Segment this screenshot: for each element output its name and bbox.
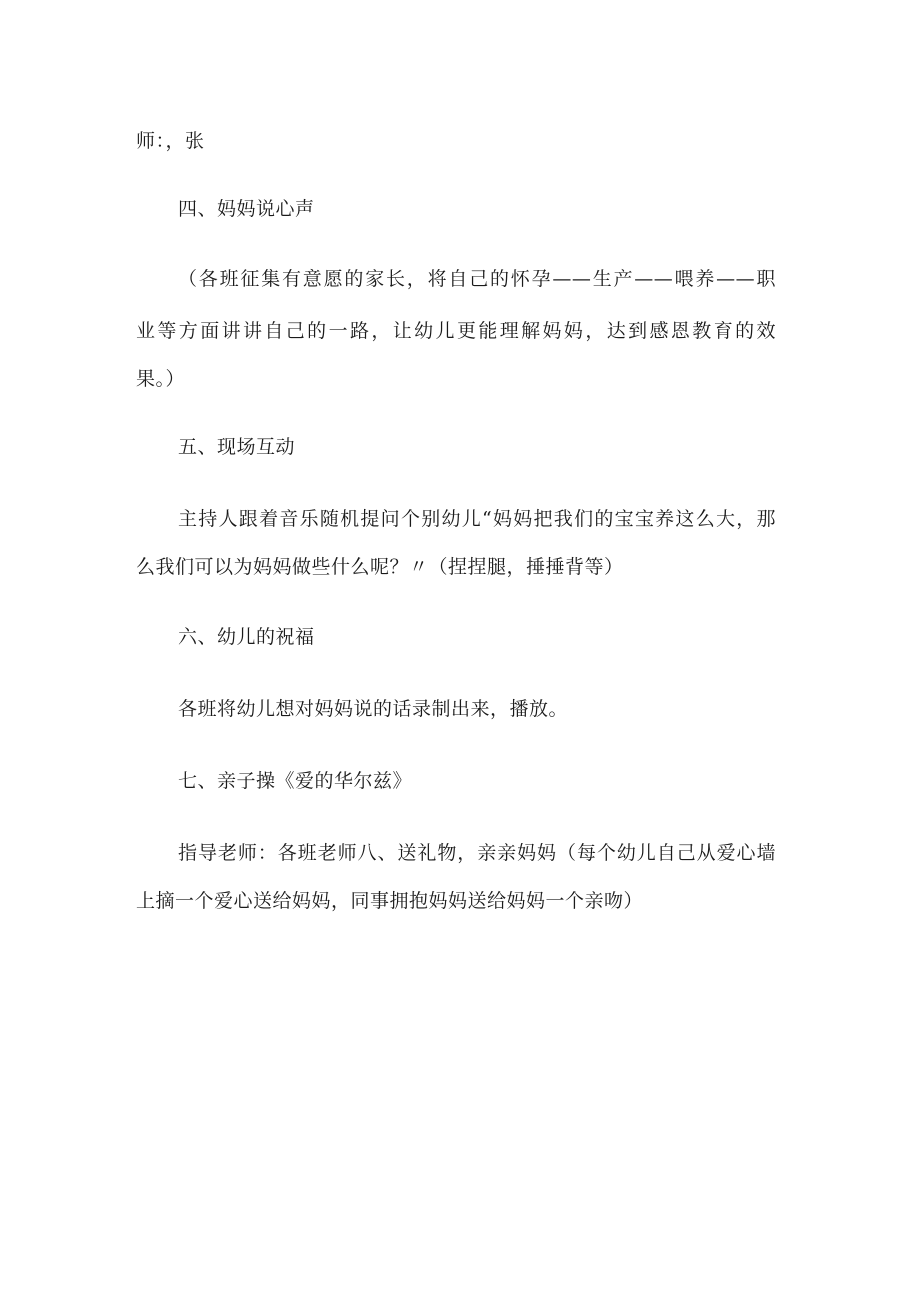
paragraph-line: 各班将幼儿想对妈妈说的话录制出来，播放。 — [178, 698, 569, 720]
paragraph-line: 指导老师：各班老师八、送礼物，亲亲妈妈（每个幼儿自己从爱心墙 — [178, 842, 776, 864]
section-heading-4: 四、妈妈说心声 — [178, 198, 315, 220]
section-heading-5: 五、现场互动 — [178, 436, 296, 458]
text-line-teacher: 师：，张 — [136, 130, 205, 152]
paragraph-line: 主持人跟着音乐随机提问个别幼儿“妈妈把我们的宝宝养这么大，那 — [178, 508, 776, 530]
paragraph-line: （各班征集有意愿的家长，将自己的怀孕——生产——喂养——职 — [178, 268, 776, 290]
paragraph-line: 果。） — [136, 368, 186, 390]
paragraph-line: 么我们可以为妈妈做些什么呢？〃（捏捏腿，捶捶背等） — [136, 556, 624, 578]
paragraph-line: 上摘一个爱心送给妈妈，同事拥抱妈妈送给妈妈一个亲吻） — [136, 890, 644, 912]
paragraph-line: 业等方面讲讲自己的一路，让幼儿更能理解妈妈，达到感恩教育的效 — [136, 320, 776, 342]
section-heading-6: 六、幼儿的祝福 — [178, 626, 315, 648]
section-heading-7: 七、亲子操《爱的华尔兹》 — [178, 770, 413, 792]
